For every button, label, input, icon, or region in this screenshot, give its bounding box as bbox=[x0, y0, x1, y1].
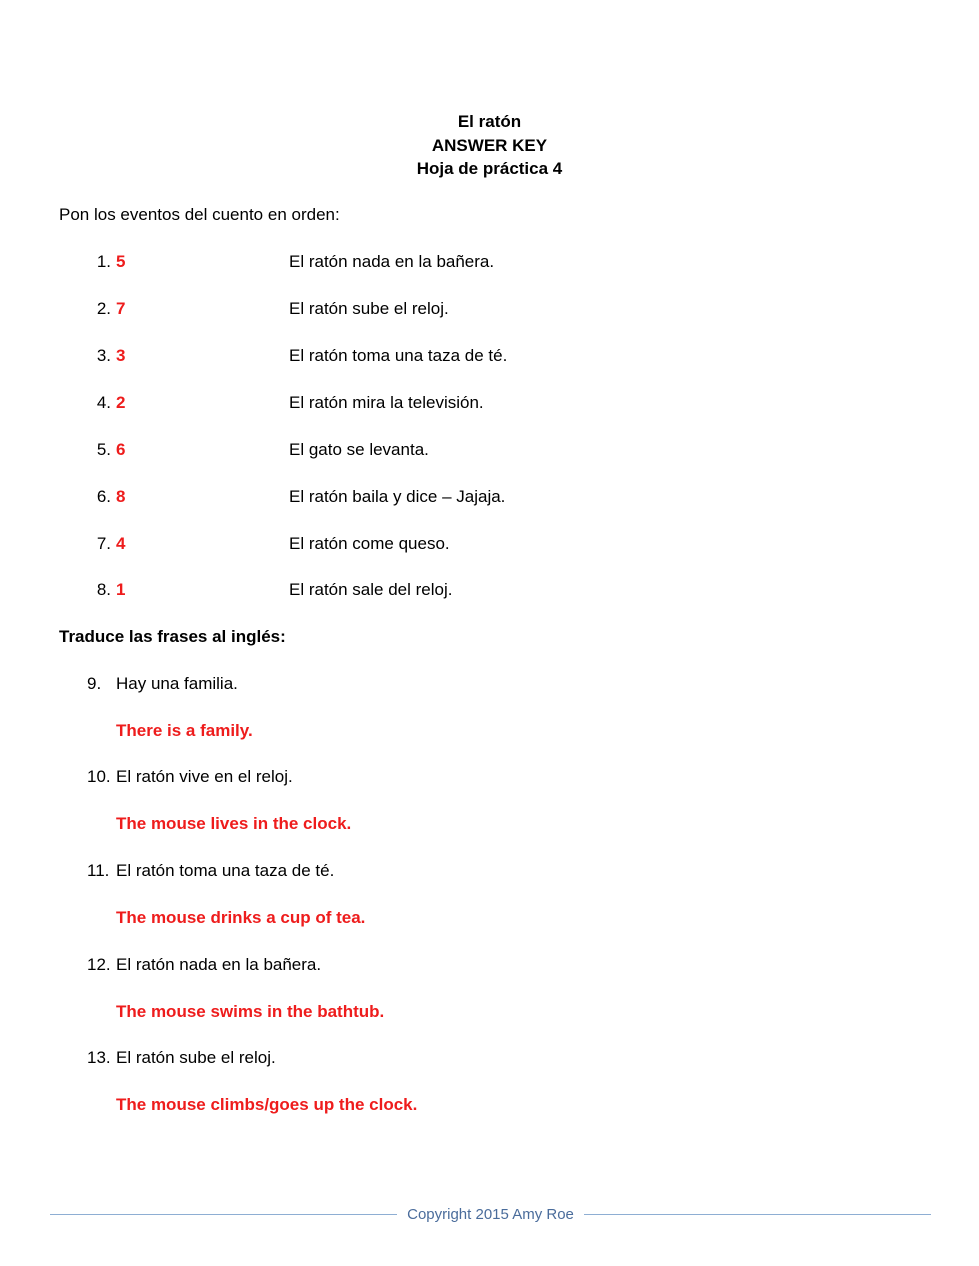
order-answer: 4 bbox=[116, 534, 126, 553]
spanish-sentence: El ratón sube el reloj. bbox=[116, 1048, 276, 1067]
worksheet-label: Hoja de práctica 4 bbox=[416, 159, 563, 178]
event-text: El gato se levanta. bbox=[289, 440, 429, 459]
translation-heading: Traduce las frases al inglés: bbox=[59, 627, 286, 646]
item-number: 8. bbox=[96, 580, 111, 599]
item-number: 12. bbox=[87, 955, 111, 974]
english-answer: The mouse lives in the clock. bbox=[116, 814, 352, 833]
event-text: El ratón sube el reloj. bbox=[289, 299, 449, 318]
item-number: 7. bbox=[96, 534, 111, 553]
order-answer: 8 bbox=[116, 487, 126, 506]
item-number: 5. bbox=[96, 440, 111, 459]
event-text: El ratón sale del reloj. bbox=[289, 580, 453, 599]
item-number: 13. bbox=[87, 1048, 111, 1067]
item-number: 11. bbox=[87, 861, 110, 880]
footer-rule-right bbox=[584, 1214, 931, 1215]
item-number: 2. bbox=[96, 299, 111, 318]
english-answer: There is a family. bbox=[116, 721, 253, 740]
item-number: 3. bbox=[96, 346, 111, 365]
item-number: 1. bbox=[96, 252, 111, 271]
spanish-sentence: El ratón nada en la bañera. bbox=[116, 955, 322, 974]
english-answer: The mouse climbs/goes up the clock. bbox=[116, 1095, 418, 1114]
english-answer: The mouse drinks a cup of tea. bbox=[116, 908, 366, 927]
copyright-text: Copyright 2015 Amy Roe bbox=[407, 1205, 574, 1223]
item-number: 4. bbox=[96, 393, 111, 412]
item-number: 10. bbox=[87, 767, 111, 786]
answer-key-label: ANSWER KEY bbox=[431, 135, 548, 155]
event-text: El ratón toma una taza de té. bbox=[289, 346, 508, 365]
ordering-instruction: Pon los eventos del cuento en orden: bbox=[59, 205, 340, 224]
spanish-sentence: El ratón vive en el reloj. bbox=[116, 767, 293, 786]
footer bbox=[50, 1203, 931, 1225]
event-text: El ratón baila y dice – Jajaja. bbox=[289, 487, 506, 506]
item-number: 6. bbox=[96, 487, 111, 506]
order-answer: 6 bbox=[116, 440, 126, 459]
event-text: El ratón come queso. bbox=[289, 534, 450, 553]
order-answer: 1 bbox=[116, 580, 126, 599]
event-text: El ratón mira la televisión. bbox=[289, 393, 484, 412]
order-answer: 5 bbox=[116, 252, 126, 271]
title-block bbox=[0, 110, 979, 181]
english-answer: The mouse swims in the bathtub. bbox=[116, 1002, 385, 1021]
order-answer: 7 bbox=[116, 299, 126, 318]
order-answer: 2 bbox=[116, 393, 126, 412]
event-text: El ratón nada en la bañera. bbox=[289, 252, 495, 271]
footer-rule-left bbox=[50, 1214, 397, 1215]
order-answer: 3 bbox=[116, 346, 126, 365]
spanish-sentence: El ratón toma una taza de té. bbox=[116, 861, 335, 880]
item-number: 9. bbox=[87, 674, 102, 693]
page-title: El ratón bbox=[457, 112, 522, 131]
spanish-sentence: Hay una familia. bbox=[116, 674, 238, 693]
